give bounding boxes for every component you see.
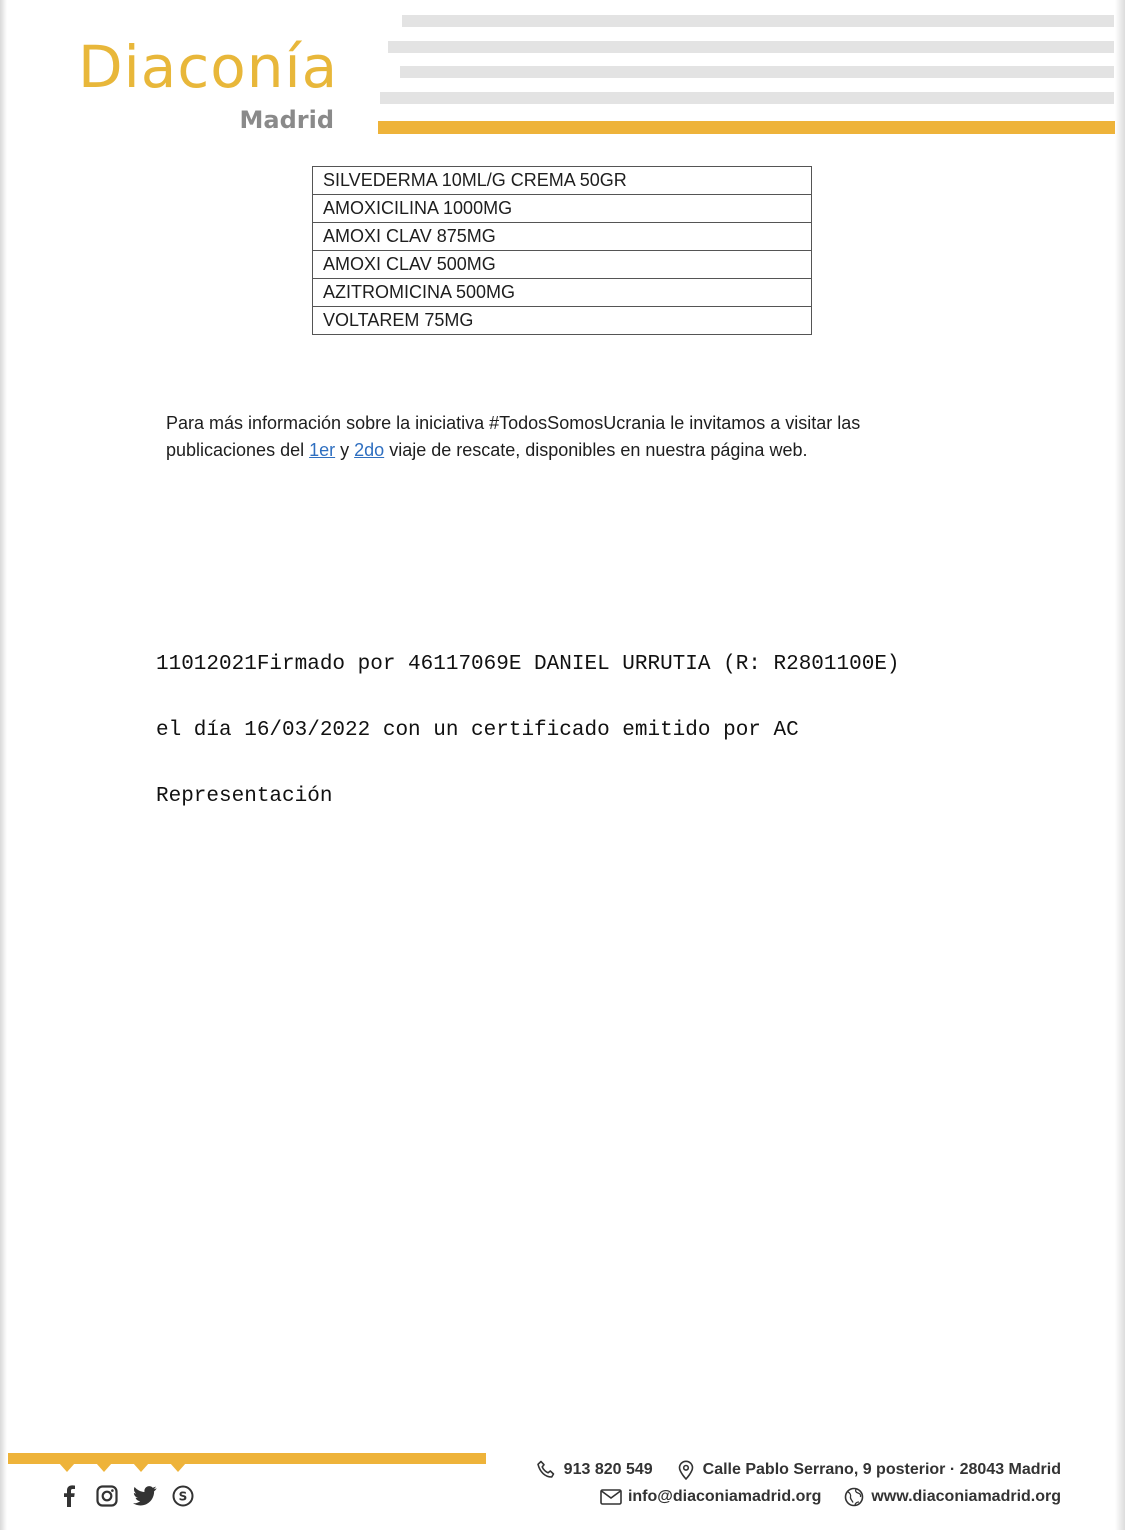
medicine-cell: AMOXI CLAV 875MG — [313, 223, 812, 251]
medicine-cell: AZITROMICINA 500MG — [313, 279, 812, 307]
header-stripe — [402, 15, 1114, 27]
header-stripe — [380, 92, 1114, 104]
info-line-1: Para más información sobre la iniciativa #TodosSomosUcrania le invitamos a visitar las — [166, 413, 861, 433]
social-links — [56, 1482, 196, 1510]
header-stripe — [388, 41, 1114, 53]
table-row — [313, 167, 812, 195]
medicine-cell: VOLTAREM 75MG — [313, 307, 812, 335]
table-row — [313, 279, 812, 307]
table-row — [313, 251, 812, 279]
footer-notch — [59, 1463, 75, 1472]
medicine-cell: AMOXICILINA 1000MG — [313, 195, 812, 223]
logo-subtitle: Madrid — [239, 106, 334, 134]
logo-word: Diaconía — [78, 33, 339, 101]
footer-notch — [133, 1463, 149, 1472]
contact-row-email-web — [600, 1486, 1061, 1508]
address: Calle Pablo Serrano, 9 posterior · 28043 Madrid — [702, 1461, 1061, 1478]
page-shadow-left — [0, 0, 7, 1530]
signature-line-3: Representación — [156, 785, 333, 808]
table-row — [313, 307, 812, 335]
website-link[interactable]: www.diaconiamadrid.org — [871, 1488, 1061, 1505]
footer-notch — [170, 1463, 186, 1472]
digital-signature — [156, 610, 1016, 830]
medicine-cell: AMOXI CLAV 500MG — [313, 251, 812, 279]
info-line-2 — [166, 437, 926, 464]
phone-icon — [536, 1459, 558, 1481]
info-text: y — [335, 440, 355, 460]
header-accent-bar — [378, 121, 1115, 134]
skype-icon[interactable] — [170, 1483, 196, 1509]
table-row — [313, 195, 812, 223]
email-link[interactable]: info@diaconiamadrid.org — [627, 1488, 822, 1505]
diaconia-logo — [78, 33, 348, 138]
link-second-trip[interactable]: 2do — [354, 440, 385, 460]
twitter-icon[interactable] — [132, 1483, 158, 1509]
table-row — [313, 223, 812, 251]
medicine-table — [312, 166, 812, 335]
header-stripe — [400, 66, 1114, 78]
contact-row-phone-address — [536, 1459, 1061, 1481]
info-text: publicaciones del — [166, 440, 310, 460]
location-pin-icon — [675, 1459, 697, 1481]
medicine-cell: SILVEDERMA 10ML/G CREMA 50GR — [313, 167, 812, 195]
link-first-trip[interactable]: 1er — [309, 440, 336, 460]
email-icon — [600, 1486, 622, 1508]
svg-text:S: S — [178, 1489, 188, 1504]
instagram-icon[interactable] — [94, 1483, 120, 1509]
info-paragraph — [166, 410, 926, 464]
facebook-icon[interactable] — [56, 1483, 82, 1509]
signature-line-2: el día 16/03/2022 con un certificado emitido por AC — [156, 719, 799, 742]
footer-notch — [96, 1463, 112, 1472]
footer-accent-bar — [8, 1453, 486, 1464]
signature-line-1: 11012021Firmado por 46117069E DANIEL URRUTIA (R: R2801100E) — [156, 653, 900, 676]
phone-number: 913 820 549 — [563, 1461, 653, 1478]
page-shadow-right — [1115, 0, 1125, 1530]
info-text: viaje de rescate, disponibles en nuestra página web. — [384, 440, 808, 460]
globe-icon — [843, 1486, 865, 1508]
